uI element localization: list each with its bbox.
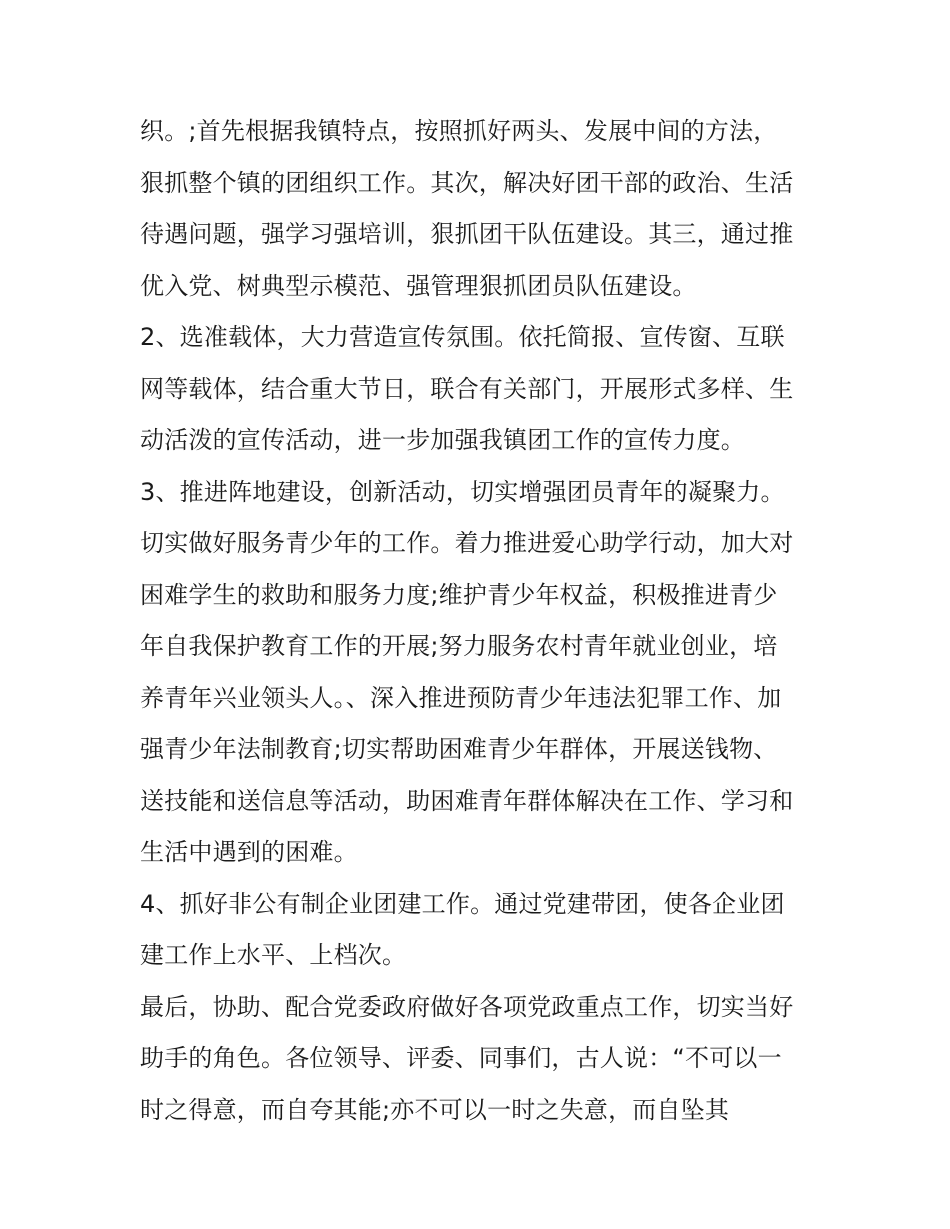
- text-line: 年自我保护教育工作的开展;努力服务农村青年就业创业，培: [140, 632, 778, 660]
- text-line: 待遇问题，强学习强培训，狠抓团干队伍建设。其三，通过推: [140, 220, 794, 248]
- text-line: 优入党、树典型示模范、强管理狠抓团员队伍建设。: [140, 271, 697, 300]
- text-line: 助手的角色。各位领导、评委、同事们，古人说：“不可以一: [140, 1044, 782, 1072]
- text-line: 生活中遇到的困难。: [140, 838, 358, 866]
- text-line: 时之得意，而自夸其能;亦不可以一时之失意，而自坠其: [140, 1095, 730, 1124]
- text-line: 2、选准载体，大力营造宣传氛围。依托简报、宣传窗、互联: [140, 323, 785, 351]
- text-line: 困难学生的救助和服务力度;维护青少年权益，积极推进青少: [140, 580, 778, 609]
- text-line: 切实做好服务青少年的工作。着力推进爱心助学行动，加大对: [140, 529, 794, 557]
- text-line: 4、抓好非公有制企业团建工作。通过党建带团，使各企业团: [140, 889, 785, 918]
- document-body: [140, 106, 830, 1136]
- text-line: 最后，协助、配合党委政府做好各项党政重点工作，切实当好: [140, 992, 794, 1021]
- text-line: 动活泼的宣传活动，进一步加强我镇团工作的宣传力度。: [140, 426, 745, 454]
- text-line: 养青年兴业领头人。、深入推进预防青少年违法犯罪工作、加: [140, 683, 782, 712]
- text-line: 送技能和送信息等活动，助困难青年群体解决在工作、学习和: [140, 786, 794, 815]
- text-line: 强青少年法制教育;切实帮助困难青少年群体，开展送钱物、: [140, 735, 778, 763]
- text-line: 网等载体，结合重大节日，联合有关部门，开展形式多样、生: [140, 374, 794, 403]
- text-line: 3、推进阵地建设，创新活动，切实增强团员青年的凝聚力。: [140, 477, 785, 506]
- text-line: 织。;首先根据我镇特点，按照抓好两头、发展中间的方法，: [140, 117, 778, 145]
- text-line: 建工作上水平、上档次。: [140, 941, 407, 969]
- text-line: 狠抓整个镇的团组织工作。其次，解决好团干部的政治、生活: [140, 168, 794, 197]
